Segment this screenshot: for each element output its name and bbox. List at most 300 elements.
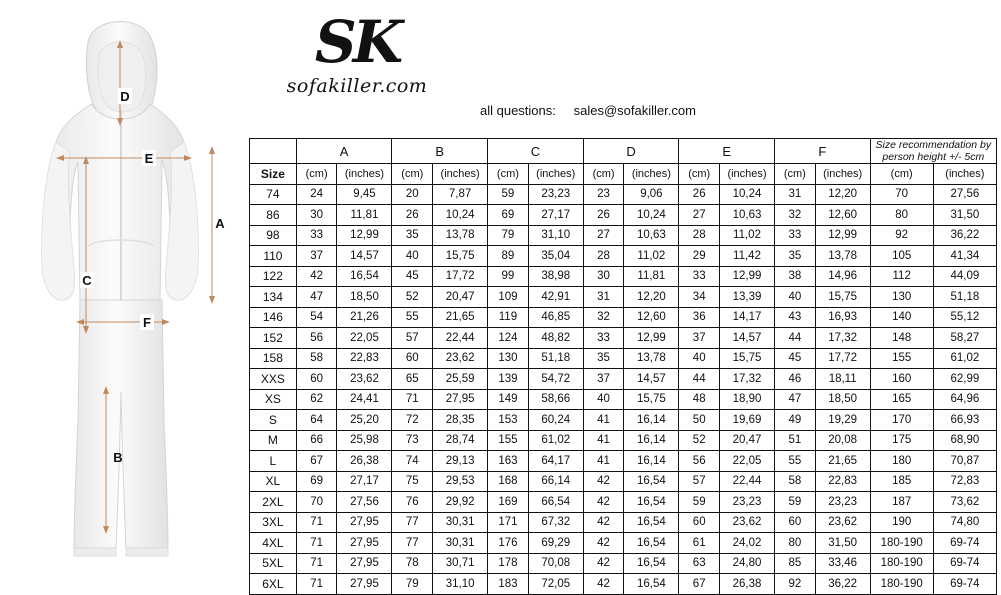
table-cell: 15,75 bbox=[624, 389, 679, 410]
table-cell: 48,82 bbox=[528, 328, 583, 349]
table-cell: 185 bbox=[870, 471, 933, 492]
table-row bbox=[250, 389, 997, 410]
table-cell: 25,98 bbox=[337, 430, 392, 451]
table-cell: 26,38 bbox=[720, 574, 775, 595]
table-cell: 27,95 bbox=[337, 553, 392, 574]
table-cell: 29,13 bbox=[433, 451, 488, 472]
table-cell: 54,72 bbox=[528, 369, 583, 390]
row-size-label: 98 bbox=[250, 225, 297, 246]
table-cell: 59 bbox=[488, 184, 529, 205]
table-cell: 22,83 bbox=[815, 471, 870, 492]
table-cell: 23 bbox=[583, 184, 624, 205]
table-cell: 109 bbox=[488, 287, 529, 308]
table-cell: 16,14 bbox=[624, 451, 679, 472]
table-cell: 10,24 bbox=[720, 184, 775, 205]
table-cell: 12,20 bbox=[815, 184, 870, 205]
table-cell: 30 bbox=[296, 205, 337, 226]
table-cell: 45 bbox=[392, 266, 433, 287]
row-size-label: XXS bbox=[250, 369, 297, 390]
unit-inches-header: (inches) bbox=[337, 164, 392, 185]
table-cell: 69 bbox=[488, 205, 529, 226]
table-cell: 45 bbox=[775, 348, 816, 369]
table-cell: 57 bbox=[679, 471, 720, 492]
table-cell: 51,18 bbox=[528, 348, 583, 369]
table-cell: 60 bbox=[679, 512, 720, 533]
table-cell: 41,34 bbox=[933, 246, 996, 267]
table-cell: 23,23 bbox=[528, 184, 583, 205]
table-row bbox=[250, 348, 997, 369]
garment-illustration bbox=[0, 0, 250, 584]
table-cell: 42 bbox=[583, 553, 624, 574]
row-size-label: M bbox=[250, 430, 297, 451]
table-cell: 31,50 bbox=[933, 205, 996, 226]
table-cell: 31 bbox=[775, 184, 816, 205]
table-cell: 26 bbox=[583, 205, 624, 226]
table-cell: 32 bbox=[583, 307, 624, 328]
table-cell: 66,14 bbox=[528, 471, 583, 492]
table-cell: 12,60 bbox=[624, 307, 679, 328]
table-cell: 30,31 bbox=[433, 533, 488, 554]
table-cell: 56 bbox=[679, 451, 720, 472]
table-cell: 12,99 bbox=[624, 328, 679, 349]
unit-cm-header: (cm) bbox=[775, 164, 816, 185]
table-row bbox=[250, 492, 997, 513]
table-cell: 21,65 bbox=[815, 451, 870, 472]
table-row bbox=[250, 307, 997, 328]
table-cell: 16,54 bbox=[624, 533, 679, 554]
table-cell: 13,78 bbox=[624, 348, 679, 369]
table-cell: 11,02 bbox=[720, 225, 775, 246]
table-cell: 16,54 bbox=[624, 574, 679, 595]
table-group-header-row bbox=[250, 139, 997, 164]
table-cell: 19,29 bbox=[815, 410, 870, 431]
table-cell: 130 bbox=[488, 348, 529, 369]
table-row bbox=[250, 553, 997, 574]
unit-cm-header: (cm) bbox=[488, 164, 529, 185]
table-cell: 72,05 bbox=[528, 574, 583, 595]
table-row bbox=[250, 430, 997, 451]
table-cell: 58 bbox=[296, 348, 337, 369]
table-cell: 61 bbox=[679, 533, 720, 554]
table-cell: 139 bbox=[488, 369, 529, 390]
table-cell: 27 bbox=[679, 205, 720, 226]
table-cell: 33 bbox=[679, 266, 720, 287]
table-cell: 9,06 bbox=[624, 184, 679, 205]
table-cell: 24,80 bbox=[720, 553, 775, 574]
table-cell: 70 bbox=[870, 184, 933, 205]
table-cell: 73,62 bbox=[933, 492, 996, 513]
table-cell: 26 bbox=[679, 184, 720, 205]
table-cell: 71 bbox=[296, 533, 337, 554]
table-cell: 40 bbox=[679, 348, 720, 369]
table-cell: 62 bbox=[296, 389, 337, 410]
table-cell: 73 bbox=[392, 430, 433, 451]
contact-email: sales@sofakiller.com bbox=[573, 103, 696, 118]
measure-label-C: C bbox=[82, 273, 92, 288]
table-cell: 33,46 bbox=[815, 553, 870, 574]
table-cell: 69-74 bbox=[933, 533, 996, 554]
table-cell: 40 bbox=[392, 246, 433, 267]
table-cell: 34 bbox=[679, 287, 720, 308]
table-cell: 10,24 bbox=[433, 205, 488, 226]
table-cell: 47 bbox=[775, 389, 816, 410]
table-cell: 60,24 bbox=[528, 410, 583, 431]
table-row bbox=[250, 328, 997, 349]
row-size-label: 6XL bbox=[250, 574, 297, 595]
table-cell: 42,91 bbox=[528, 287, 583, 308]
row-size-label: 158 bbox=[250, 348, 297, 369]
table-cell: 29,92 bbox=[433, 492, 488, 513]
size-recommendation-header: Size recommendation by person height +/- 5cm bbox=[870, 139, 996, 164]
table-cell: 74 bbox=[392, 451, 433, 472]
table-cell: 71 bbox=[296, 512, 337, 533]
table-cell: 155 bbox=[870, 348, 933, 369]
table-cell: 75 bbox=[392, 471, 433, 492]
table-cell: 41 bbox=[583, 451, 624, 472]
table-cell: 17,72 bbox=[433, 266, 488, 287]
table-cell: 37 bbox=[583, 369, 624, 390]
table-cell: 31,10 bbox=[528, 225, 583, 246]
table-cell: 55 bbox=[392, 307, 433, 328]
table-cell: 170 bbox=[870, 410, 933, 431]
table-cell: 36,22 bbox=[815, 574, 870, 595]
unit-cm-header: (cm) bbox=[870, 164, 933, 185]
table-cell: 69-74 bbox=[933, 574, 996, 595]
table-cell: 72 bbox=[392, 410, 433, 431]
table-cell: 18,11 bbox=[815, 369, 870, 390]
table-cell: 92 bbox=[775, 574, 816, 595]
table-cell: 40 bbox=[583, 389, 624, 410]
table-cell: 33 bbox=[775, 225, 816, 246]
table-cell: 42 bbox=[296, 266, 337, 287]
table-cell: 51 bbox=[775, 430, 816, 451]
measure-group-header-c: C bbox=[488, 139, 584, 164]
table-cell: 17,72 bbox=[815, 348, 870, 369]
table-cell: 80 bbox=[775, 533, 816, 554]
table-cell: 22,05 bbox=[337, 328, 392, 349]
table-cell: 14,57 bbox=[720, 328, 775, 349]
table-cell: 27,17 bbox=[528, 205, 583, 226]
table-cell: 52 bbox=[392, 287, 433, 308]
table-cell: 23,23 bbox=[815, 492, 870, 513]
table-cell: 79 bbox=[488, 225, 529, 246]
table-cell: 69 bbox=[296, 471, 337, 492]
unit-cm-header: (cm) bbox=[392, 164, 433, 185]
table-row bbox=[250, 471, 997, 492]
table-cell: 57 bbox=[392, 328, 433, 349]
table-cell: 16,93 bbox=[815, 307, 870, 328]
table-cell: 21,65 bbox=[433, 307, 488, 328]
table-cell: 69-74 bbox=[933, 553, 996, 574]
table-cell: 30,31 bbox=[433, 512, 488, 533]
table-cell: 22,44 bbox=[433, 328, 488, 349]
table-row bbox=[250, 205, 997, 226]
table-cell: 23,62 bbox=[720, 512, 775, 533]
table-cell: 51,18 bbox=[933, 287, 996, 308]
unit-inches-header: (inches) bbox=[528, 164, 583, 185]
table-cell: 42 bbox=[583, 492, 624, 513]
table-cell: 27,95 bbox=[337, 533, 392, 554]
table-cell: 11,81 bbox=[337, 205, 392, 226]
measure-label-B: B bbox=[113, 450, 123, 465]
table-cell: 36 bbox=[679, 307, 720, 328]
table-cell: 67,32 bbox=[528, 512, 583, 533]
table-cell: 24,02 bbox=[720, 533, 775, 554]
table-cell: 80 bbox=[870, 205, 933, 226]
row-size-label: XS bbox=[250, 389, 297, 410]
brand-block bbox=[252, 8, 462, 97]
table-cell: 60 bbox=[392, 348, 433, 369]
table-cell: 16,14 bbox=[624, 410, 679, 431]
table-cell: 30,71 bbox=[433, 553, 488, 574]
table-cell: 14,57 bbox=[624, 369, 679, 390]
table-cell: 20 bbox=[392, 184, 433, 205]
measure-group-header-a: A bbox=[296, 139, 392, 164]
table-cell: 71 bbox=[296, 553, 337, 574]
table-cell: 10,24 bbox=[624, 205, 679, 226]
table-cell: 27,56 bbox=[337, 492, 392, 513]
row-size-label: XL bbox=[250, 471, 297, 492]
table-cell: 27,56 bbox=[933, 184, 996, 205]
table-cell: 20,08 bbox=[815, 430, 870, 451]
table-cell: 55 bbox=[775, 451, 816, 472]
table-cell: 89 bbox=[488, 246, 529, 267]
table-cell: 35 bbox=[583, 348, 624, 369]
table-cell: 24,41 bbox=[337, 389, 392, 410]
table-cell: 169 bbox=[488, 492, 529, 513]
table-cell: 20,47 bbox=[720, 430, 775, 451]
table-cell: 42 bbox=[583, 574, 624, 595]
table-cell: 163 bbox=[488, 451, 529, 472]
table-cell: 69,29 bbox=[528, 533, 583, 554]
table-cell: 18,50 bbox=[337, 287, 392, 308]
table-cell: 77 bbox=[392, 512, 433, 533]
measure-group-header-d: D bbox=[583, 139, 679, 164]
row-size-label: 134 bbox=[250, 287, 297, 308]
table-cell: 15,75 bbox=[815, 287, 870, 308]
table-cell: 22,05 bbox=[720, 451, 775, 472]
table-cell: 180-190 bbox=[870, 553, 933, 574]
table-cell: 46,85 bbox=[528, 307, 583, 328]
unit-cm-header: (cm) bbox=[679, 164, 720, 185]
table-cell: 28,35 bbox=[433, 410, 488, 431]
row-size-label: S bbox=[250, 410, 297, 431]
table-cell: 44 bbox=[775, 328, 816, 349]
table-cell: 27 bbox=[583, 225, 624, 246]
table-cell: 17,32 bbox=[720, 369, 775, 390]
table-row bbox=[250, 246, 997, 267]
size-chart bbox=[249, 138, 997, 595]
table-cell: 67 bbox=[679, 574, 720, 595]
table-cell: 13,78 bbox=[815, 246, 870, 267]
table-cell: 31,50 bbox=[815, 533, 870, 554]
measure-group-header-b: B bbox=[392, 139, 488, 164]
size-table bbox=[249, 138, 997, 595]
table-cell: 59 bbox=[775, 492, 816, 513]
table-cell: 12,99 bbox=[337, 225, 392, 246]
table-row bbox=[250, 225, 997, 246]
measure-label-A: A bbox=[215, 216, 225, 231]
table-cell: 71 bbox=[392, 389, 433, 410]
table-cell: 18,50 bbox=[815, 389, 870, 410]
table-cell: 62,99 bbox=[933, 369, 996, 390]
table-cell: 28 bbox=[583, 246, 624, 267]
table-cell: 16,54 bbox=[624, 492, 679, 513]
table-cell: 105 bbox=[870, 246, 933, 267]
table-cell: 7,87 bbox=[433, 184, 488, 205]
table-cell: 64 bbox=[296, 410, 337, 431]
table-cell: 85 bbox=[775, 553, 816, 574]
unit-inches-header: (inches) bbox=[433, 164, 488, 185]
table-corner-cell bbox=[250, 139, 297, 164]
table-cell: 66,54 bbox=[528, 492, 583, 513]
table-cell: 41 bbox=[583, 430, 624, 451]
table-cell: 54 bbox=[296, 307, 337, 328]
table-cell: 70 bbox=[296, 492, 337, 513]
table-cell: 42 bbox=[583, 533, 624, 554]
table-cell: 187 bbox=[870, 492, 933, 513]
table-cell: 32 bbox=[775, 205, 816, 226]
table-cell: 27,95 bbox=[433, 389, 488, 410]
row-size-label: 4XL bbox=[250, 533, 297, 554]
unit-inches-header: (inches) bbox=[933, 164, 996, 185]
table-row bbox=[250, 266, 997, 287]
table-cell: 66 bbox=[296, 430, 337, 451]
table-cell: 16,14 bbox=[624, 430, 679, 451]
row-size-label: 5XL bbox=[250, 553, 297, 574]
unit-cm-header: (cm) bbox=[296, 164, 337, 185]
table-cell: 19,69 bbox=[720, 410, 775, 431]
table-cell: 27,95 bbox=[337, 512, 392, 533]
table-cell: 44 bbox=[679, 369, 720, 390]
table-cell: 112 bbox=[870, 266, 933, 287]
measure-label-E: E bbox=[144, 151, 154, 166]
table-cell: 41 bbox=[583, 410, 624, 431]
table-cell: 23,62 bbox=[337, 369, 392, 390]
row-size-label: 152 bbox=[250, 328, 297, 349]
row-size-label: 122 bbox=[250, 266, 297, 287]
table-cell: 59 bbox=[679, 492, 720, 513]
unit-inches-header: (inches) bbox=[624, 164, 679, 185]
table-cell: 37 bbox=[296, 246, 337, 267]
table-cell: 71 bbox=[296, 574, 337, 595]
table-row bbox=[250, 512, 997, 533]
contact-label: all questions: bbox=[480, 103, 556, 118]
table-cell: 27,17 bbox=[337, 471, 392, 492]
row-size-label: L bbox=[250, 451, 297, 472]
table-cell: 64,96 bbox=[933, 389, 996, 410]
table-cell: 44,09 bbox=[933, 266, 996, 287]
table-cell: 50 bbox=[679, 410, 720, 431]
table-cell: 58,27 bbox=[933, 328, 996, 349]
table-cell: 42 bbox=[583, 512, 624, 533]
table-cell: 153 bbox=[488, 410, 529, 431]
table-cell: 36,22 bbox=[933, 225, 996, 246]
measure-group-header-f: F bbox=[775, 139, 871, 164]
table-cell: 52 bbox=[679, 430, 720, 451]
table-cell: 10,63 bbox=[624, 225, 679, 246]
table-cell: 14,17 bbox=[720, 307, 775, 328]
table-cell: 65 bbox=[392, 369, 433, 390]
table-cell: 26 bbox=[392, 205, 433, 226]
measure-label-D: D bbox=[120, 89, 130, 104]
table-cell: 42 bbox=[583, 471, 624, 492]
table-cell: 15,75 bbox=[720, 348, 775, 369]
table-cell: 55,12 bbox=[933, 307, 996, 328]
table-row bbox=[250, 184, 997, 205]
table-cell: 168 bbox=[488, 471, 529, 492]
row-size-label: 86 bbox=[250, 205, 297, 226]
table-cell: 11,42 bbox=[720, 246, 775, 267]
table-cell: 28 bbox=[679, 225, 720, 246]
table-cell: 58,66 bbox=[528, 389, 583, 410]
table-cell: 22,44 bbox=[720, 471, 775, 492]
table-cell: 180-190 bbox=[870, 574, 933, 595]
table-cell: 30 bbox=[583, 266, 624, 287]
table-cell: 17,32 bbox=[815, 328, 870, 349]
table-cell: 47 bbox=[296, 287, 337, 308]
table-cell: 38,98 bbox=[528, 266, 583, 287]
table-cell: 37 bbox=[679, 328, 720, 349]
table-cell: 31 bbox=[583, 287, 624, 308]
table-cell: 12,20 bbox=[624, 287, 679, 308]
table-cell: 29 bbox=[679, 246, 720, 267]
table-cell: 23,23 bbox=[720, 492, 775, 513]
unit-cm-header: (cm) bbox=[583, 164, 624, 185]
table-cell: 29,53 bbox=[433, 471, 488, 492]
unit-inches-header: (inches) bbox=[720, 164, 775, 185]
measure-label-F: F bbox=[143, 315, 151, 330]
table-cell: 165 bbox=[870, 389, 933, 410]
table-cell: 14,96 bbox=[815, 266, 870, 287]
table-cell: 13,78 bbox=[433, 225, 488, 246]
table-cell: 12,60 bbox=[815, 205, 870, 226]
row-size-label: 146 bbox=[250, 307, 297, 328]
table-cell: 140 bbox=[870, 307, 933, 328]
table-cell: 35 bbox=[392, 225, 433, 246]
row-size-label: 110 bbox=[250, 246, 297, 267]
table-cell: 72,83 bbox=[933, 471, 996, 492]
table-cell: 25,20 bbox=[337, 410, 392, 431]
table-cell: 79 bbox=[392, 574, 433, 595]
measure-group-header-e: E bbox=[679, 139, 775, 164]
table-cell: 12,99 bbox=[720, 266, 775, 287]
table-cell: 23,62 bbox=[815, 512, 870, 533]
table-cell: 66,93 bbox=[933, 410, 996, 431]
table-cell: 14,57 bbox=[337, 246, 392, 267]
table-cell: 43 bbox=[775, 307, 816, 328]
contact-block bbox=[480, 103, 696, 118]
table-cell: 24 bbox=[296, 184, 337, 205]
table-cell: 61,02 bbox=[933, 348, 996, 369]
table-cell: 13,39 bbox=[720, 287, 775, 308]
table-cell: 21,26 bbox=[337, 307, 392, 328]
table-cell: 26,38 bbox=[337, 451, 392, 472]
table-cell: 99 bbox=[488, 266, 529, 287]
table-cell: 16,54 bbox=[337, 266, 392, 287]
table-cell: 56 bbox=[296, 328, 337, 349]
table-cell: 61,02 bbox=[528, 430, 583, 451]
table-cell: 183 bbox=[488, 574, 529, 595]
table-cell: 25,59 bbox=[433, 369, 488, 390]
table-cell: 119 bbox=[488, 307, 529, 328]
table-row bbox=[250, 369, 997, 390]
table-cell: 27,95 bbox=[337, 574, 392, 595]
table-cell: 11,81 bbox=[624, 266, 679, 287]
table-cell: 11,02 bbox=[624, 246, 679, 267]
table-cell: 78 bbox=[392, 553, 433, 574]
brand-domain: sofakiller.com bbox=[286, 74, 428, 97]
